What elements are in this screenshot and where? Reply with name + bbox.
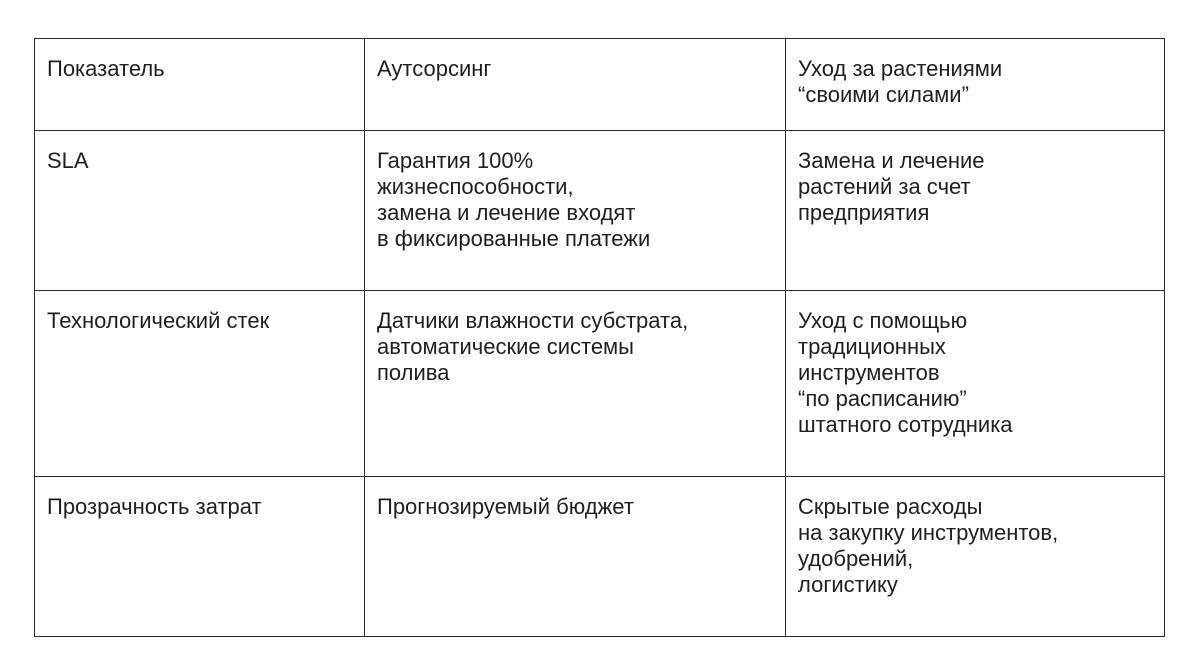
row-outsourcing: Прогнозируемый бюджет (365, 477, 786, 637)
row-in-house: Уход с помощью традиционных инструментов “по расписанию” штатного сотрудника (786, 291, 1165, 477)
table-row (35, 131, 1165, 291)
table-header-row (35, 39, 1165, 131)
header-outsourcing: Аутсорсинг (365, 39, 786, 131)
row-in-house: Замена и лечение растений за счет предприятия (786, 131, 1165, 291)
row-outsourcing: Датчики влажности субстрата, автоматические системы полива (365, 291, 786, 477)
table-row (35, 477, 1165, 637)
row-in-house: Скрытые расходы на закупку инструментов, удобрений, логистику (786, 477, 1165, 637)
header-indicator: Показатель (35, 39, 365, 131)
comparison-table (34, 38, 1165, 637)
header-in-house: Уход за растениями “своими силами” (786, 39, 1165, 131)
row-indicator: Технологический стек (35, 291, 365, 477)
row-outsourcing: Гарантия 100% жизнеспособности, замена и лечение входят в фиксированные платежи (365, 131, 786, 291)
row-indicator: SLA (35, 131, 365, 291)
table-row (35, 291, 1165, 477)
row-indicator: Прозрачность затрат (35, 477, 365, 637)
